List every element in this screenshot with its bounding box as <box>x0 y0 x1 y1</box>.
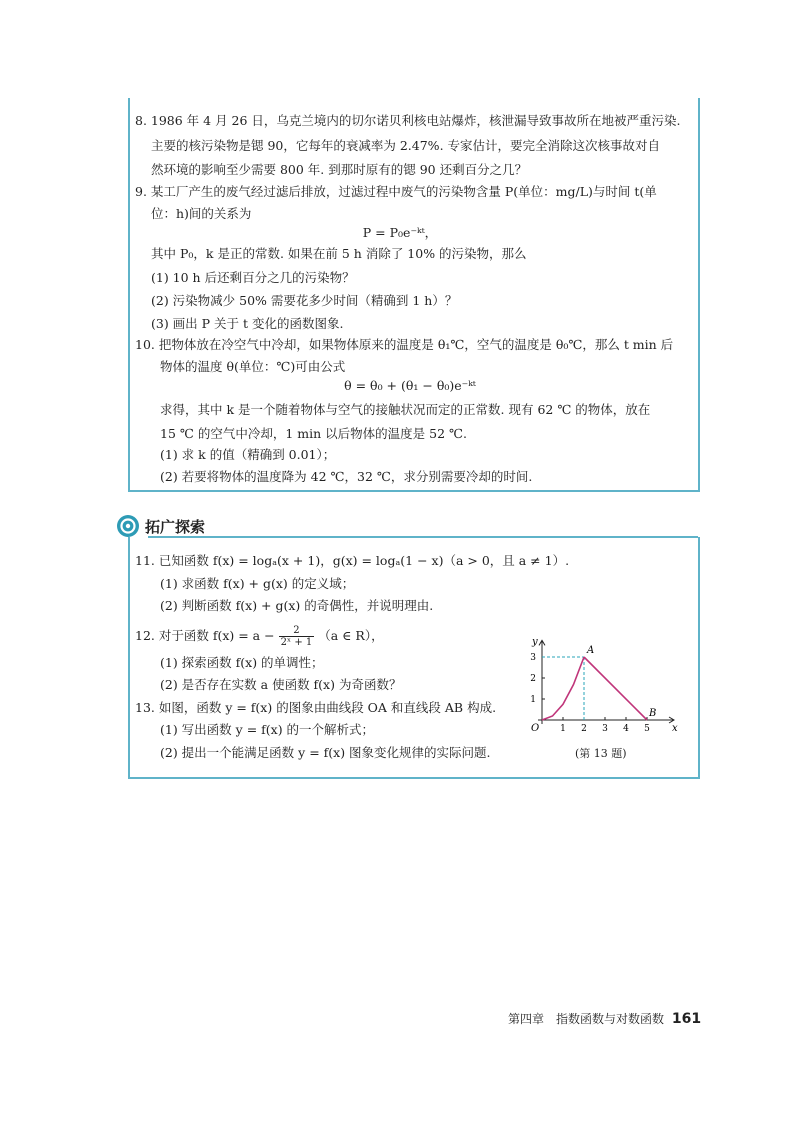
curve-OA <box>542 657 584 720</box>
page-footer <box>508 1010 701 1027</box>
problem-8-line-3: 然环境的影响至少需要 800 年. 到那时原有的锶 90 还剩百分之几？ <box>151 162 528 177</box>
axis-ticks <box>530 653 650 734</box>
problem-10-line-2: 物体的温度 θ(单位：℃)可由公式 <box>160 359 346 374</box>
problem-9-question-3: (3) 画出 P 关于 t 变化的函数图象. <box>151 316 344 331</box>
problem-12-line-1 <box>135 625 384 648</box>
figure-caption: (第 13 题) <box>575 747 627 760</box>
problem-12-suffix: （a ∈ R）， <box>318 628 384 643</box>
point-A-label: A <box>587 645 595 656</box>
problem-10-question-2: (2) 若要将物体的温度降为 42 ℃，32 ℃，求分别需要冷却的时间. <box>160 469 533 484</box>
y-tick-label: 1 <box>530 695 536 705</box>
problem-9-question-1: (1) 10 h 后还剩百分之几的污染物？ <box>151 270 355 285</box>
problem-8-line-2: 主要的核污染物是锶 90，它每年的衰减率为 2.47%. 专家估计，要完全消除这次核事故对自 <box>151 138 661 153</box>
problem-12-prefix: 12. 对于函数 f(x) = a − <box>135 628 275 643</box>
problem-9-line-3: 其中 P₀，k 是正的常数. 如果在前 5 h 消除了 10% 的污染物，那么 <box>151 246 527 261</box>
problem-10-question-1: (1) 求 k 的值（精确到 0.01）； <box>160 447 336 462</box>
x-tick-label: 3 <box>602 724 608 734</box>
problem-10-formula: θ = θ₀ + (θ₁ − θ₀)e⁻ᵏᵗ <box>344 378 476 393</box>
problem-13-graph <box>522 622 692 746</box>
chapter-title: 第四章 指数函数与对数函数 <box>508 1012 665 1026</box>
point-B-label: B <box>649 708 657 719</box>
section-badge-icon <box>116 514 140 538</box>
page-number: 161 <box>671 1011 702 1027</box>
x-tick-label: 1 <box>560 724 566 734</box>
x-tick-label: 4 <box>623 724 629 734</box>
problem-9-line-2: 位：h)间的关系为 <box>151 206 252 221</box>
problem-9-line-1: 9. 某工厂产生的废气经过滤后排放，过滤过程中废气的污染物含量 P(单位：mg/L)与时间 t(单 <box>135 184 657 199</box>
fraction-numerator: 2 <box>279 625 315 637</box>
section-title: 拓广探索 <box>145 518 206 536</box>
x-tick-label: 2 <box>581 724 587 734</box>
problem-10-line-3: 求得，其中 k 是一个随着物体与空气的接触状况而定的正常数. 现有 62 ℃ 的物体，放在 <box>160 402 651 417</box>
x-tick-label: 5 <box>644 724 650 734</box>
problem-10-line-1: 10. 把物体放在冷空气中冷却，如果物体原来的温度是 θ₁℃，空气的温度是 θ₀℃，那么 t min 后 <box>135 337 674 352</box>
problem-11-question-2: (2) 判断函数 f(x) + g(x) 的奇偶性，并说明理由. <box>160 598 434 613</box>
problem-13-line-1: 13. 如图，函数 y = f(x) 的图象由曲线段 OA 和直线段 AB 构成. <box>135 700 497 715</box>
problem-10-line-4: 15 ℃ 的空气中冷却，1 min 以后物体的温度是 52 ℃. <box>160 426 467 441</box>
problem-11-line-1: 11. 已知函数 f(x) = logₐ(x + 1)，g(x) = logₐ(1 − x)（a > 0，且 a ≠ 1）. <box>135 553 570 568</box>
fraction-denominator: 2ˣ + 1 <box>280 637 313 648</box>
problem-12-question-2: (2) 是否存在实数 a 使函数 f(x) 为奇函数？ <box>160 677 402 692</box>
problem-8-line-1: 8. 1986 年 4 月 26 日，乌克兰境内的切尔诺贝利核电站爆炸，核泄漏导致事故所在地被严重污染. <box>135 113 681 128</box>
y-axis-label: y <box>532 636 538 648</box>
problem-9-question-2: (2) 污染物减少 50% 需要花多少时间（精确到 1 h）？ <box>151 293 458 308</box>
problem-13-question-1: (1) 写出函数 y = f(x) 的一个解析式； <box>160 722 375 737</box>
problem-13-question-2: (2) 提出一个能满足函数 y = f(x) 图象变化规律的实际问题. <box>160 745 491 760</box>
x-axis-label: x <box>672 723 678 734</box>
segment-AB <box>584 657 647 720</box>
y-tick-label: 3 <box>530 653 536 663</box>
problem-12-fraction <box>279 625 315 648</box>
problem-11-question-1: (1) 求函数 f(x) + g(x) 的定义域； <box>160 576 355 591</box>
origin-label: O <box>531 723 540 734</box>
problem-9-formula: P = P₀e⁻ᵏᵗ， <box>362 225 438 240</box>
problem-12-question-1: (1) 探索函数 f(x) 的单调性； <box>160 655 324 670</box>
y-tick-label: 2 <box>530 674 536 684</box>
